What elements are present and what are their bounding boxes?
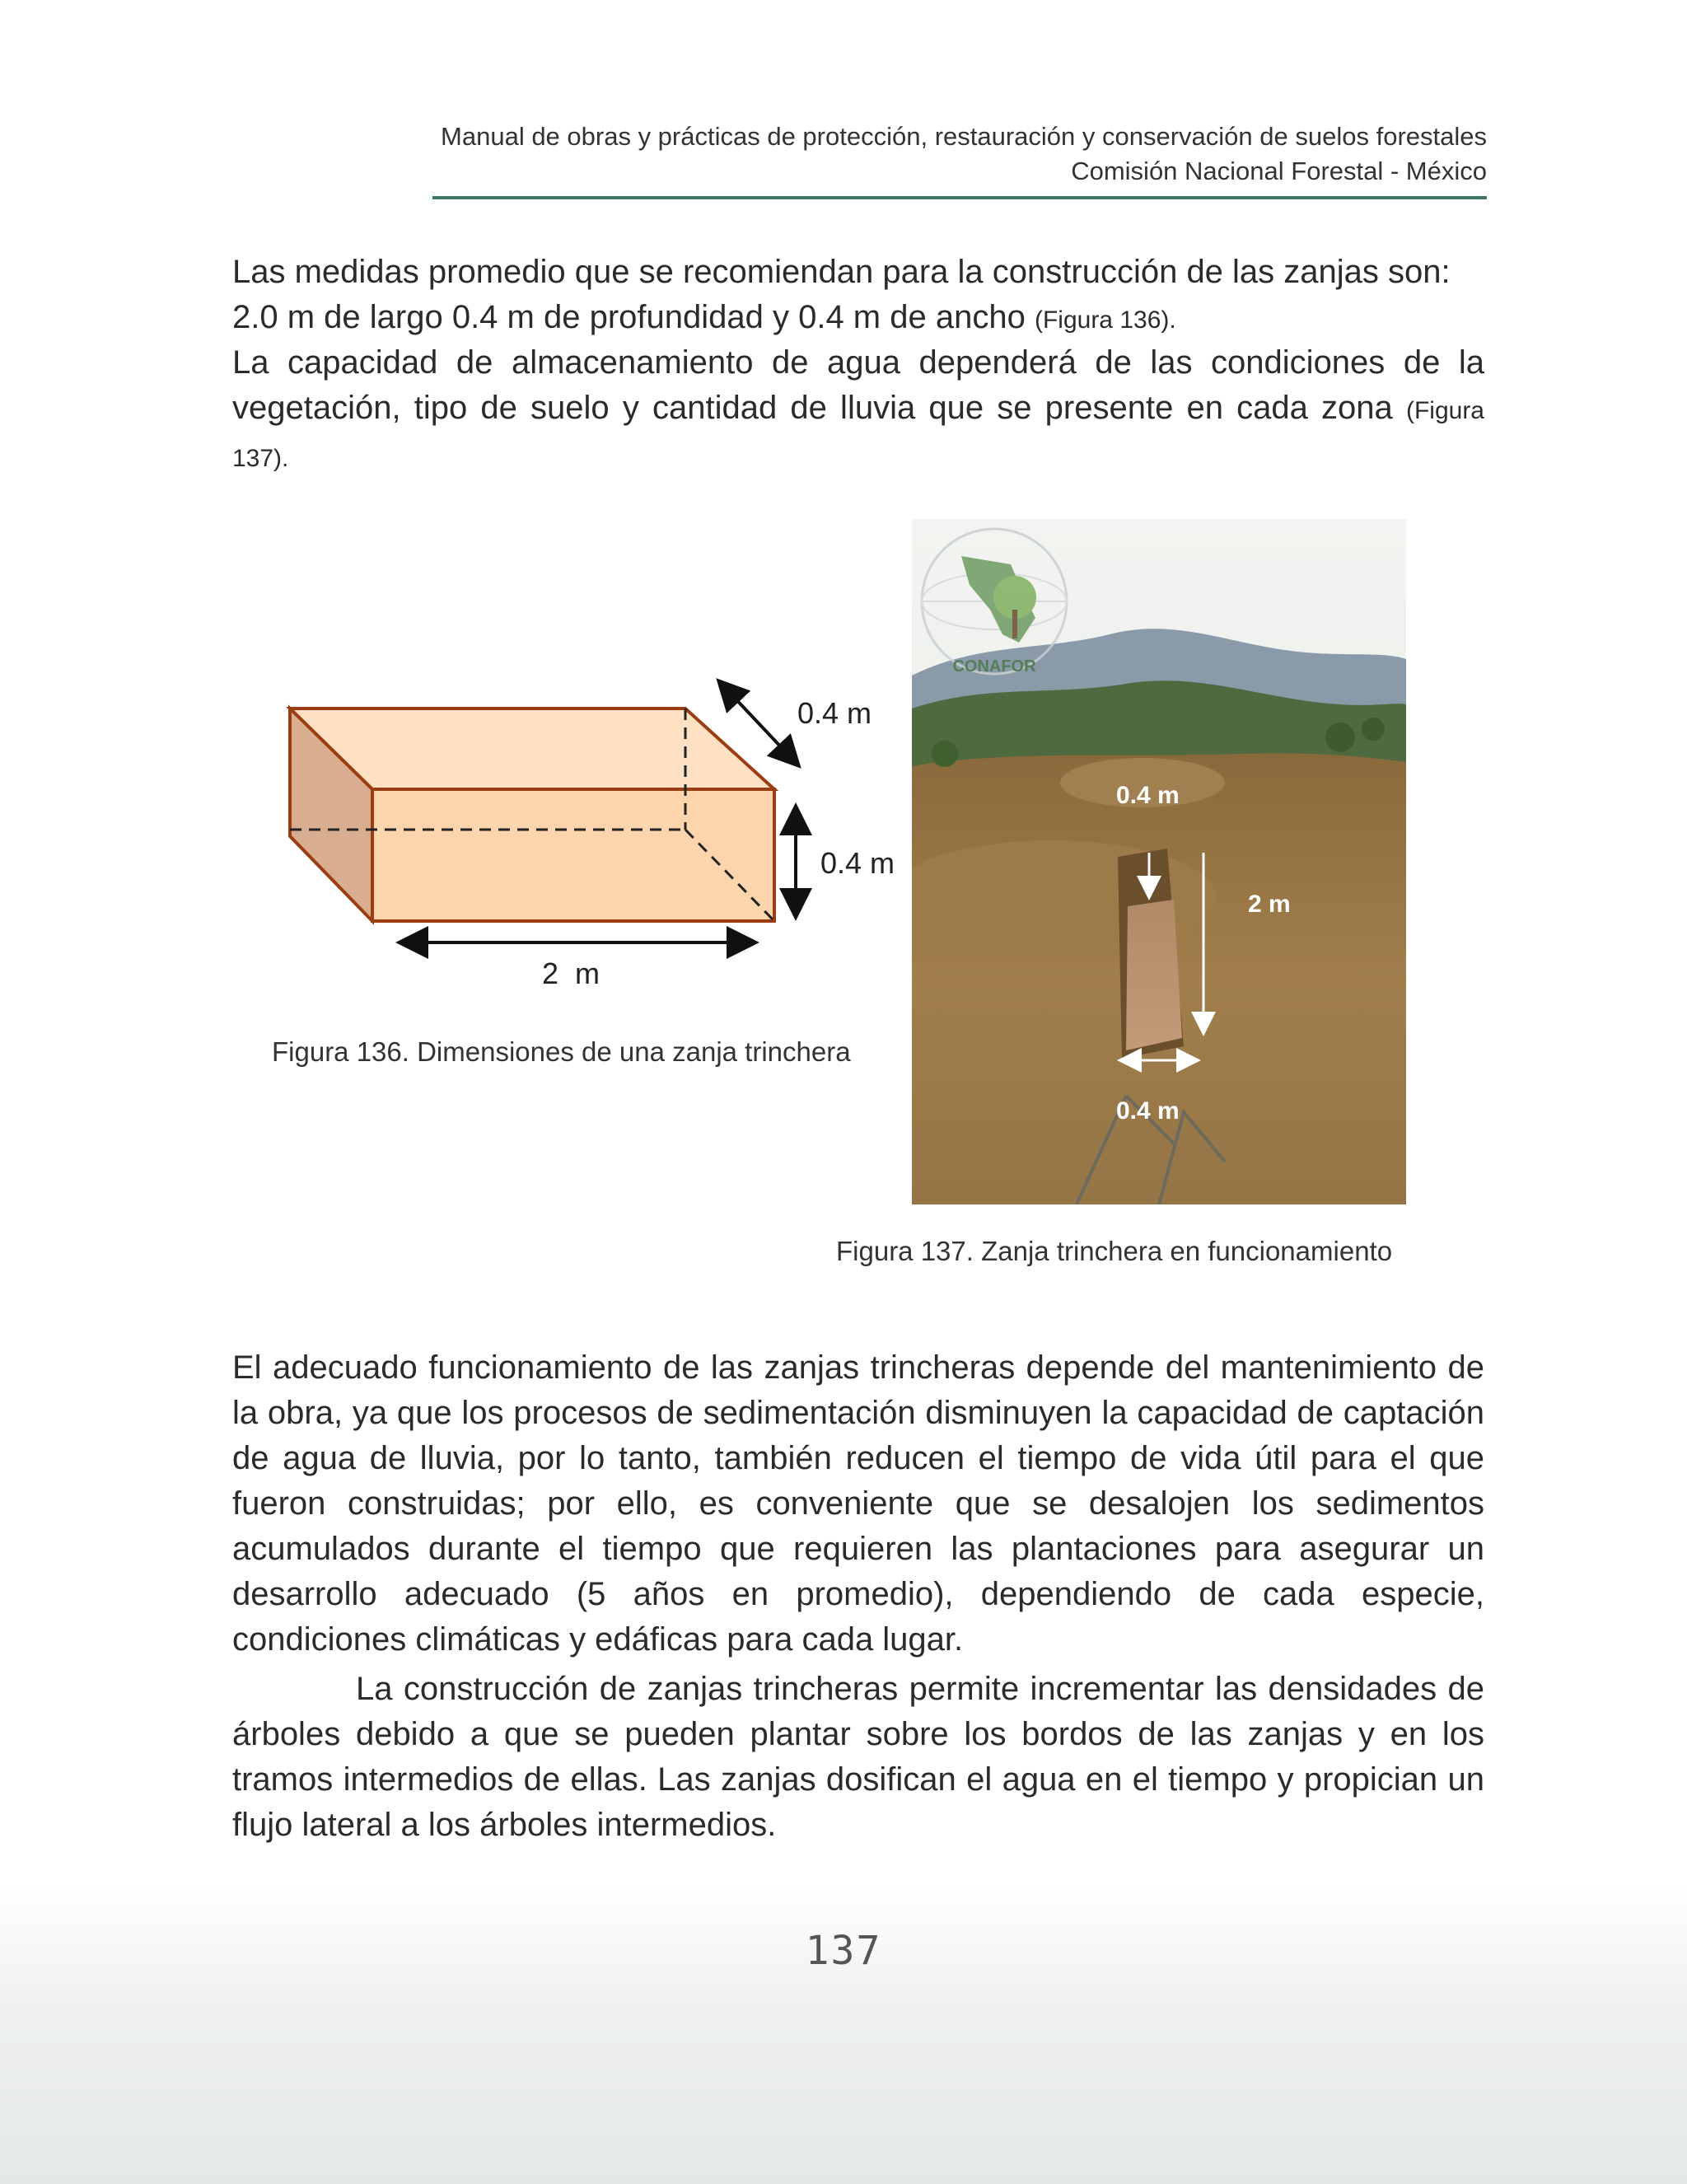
header-title: Manual de obras y prácticas de protección, restauración y conservación de suelos forestales	[441, 122, 1487, 151]
figure-136-diagram	[272, 667, 923, 997]
figure-136-reference: (Figura 136).	[1034, 306, 1176, 334]
intro-paragraph-1	[232, 250, 1484, 343]
figure-137-reference: (Figura 137).	[232, 397, 1484, 472]
photo-trench-water	[1126, 900, 1182, 1050]
header-rule	[432, 196, 1487, 199]
depth-label: 0.4 m	[820, 846, 895, 880]
photo-shrub-3	[932, 741, 958, 767]
figure-136-caption: Figura 136. Dimensiones de una zanja trinchera	[272, 1036, 851, 1067]
intro-line-1: Las medidas promedio que se recomiendan para la construcción de las zanjas son:	[232, 254, 1451, 290]
intro-paragraph-2	[232, 340, 1484, 481]
width-label: 0.4 m	[797, 696, 872, 730]
trench-front-face	[372, 789, 774, 921]
photo-label-top: 0.4 m	[1116, 782, 1180, 809]
intro-line-2: 2.0 m de largo 0.4 m de profundidad y 0.4 m de ancho	[232, 299, 1026, 335]
running-header	[428, 119, 1487, 189]
figure-137-caption: Figura 137. Zanja trinchera en funcionamiento	[836, 1236, 1393, 1266]
body-paragraph-2-text: La construcción de zanjas trincheras permite incrementar las densidades de árboles debido a que se pueden plantar sobre los bordos de las zanjas y en los tramos intermedios de ellas. Las zanjas dosifican el agua en el tiempo y propician un flujo lateral a los árboles intermedios.	[232, 1671, 1484, 1843]
photo-shrub-1	[1325, 723, 1355, 752]
body-paragraph-1: El adecuado funcionamiento de las zanjas trincheras depende del mantenimiento de la obra, ya que los procesos de sedimentación disminuyen la capacidad de captación de agua de lluvia, por lo tanto, también reducen el tiempo de vida útil para el que fueron construidas; por ello, es conveniente que se desalojen los sedimentos acumulados durante el tiempo que requieren las plantaciones para asegurar un desarrollo adecuado (5 años en promedio), dependiendo de cada especie, condiciones climáticas y edáficas para cada lugar.	[232, 1349, 1484, 1658]
photo-label-bottom: 0.4 m	[1116, 1097, 1180, 1125]
body-paragraph-2	[232, 1667, 1484, 1848]
photo-shrub-2	[1362, 718, 1385, 741]
length-label: 2 m	[542, 956, 600, 990]
page-number: 137	[805, 1928, 882, 1974]
figure-137-photo	[912, 519, 1406, 1204]
header-subtitle: Comisión Nacional Forestal - México	[1071, 157, 1487, 185]
intro-paragraph-2-text: La capacidad de almacenamiento de agua dependerá de las condiciones de la vegetación, tipo de suelo y cantidad de lluvia que se presente en cada zona	[232, 344, 1484, 426]
trench-top-face	[290, 709, 774, 789]
conafor-logo-text: CONAFOR	[952, 657, 1036, 676]
photo-label-length: 2 m	[1248, 891, 1291, 918]
